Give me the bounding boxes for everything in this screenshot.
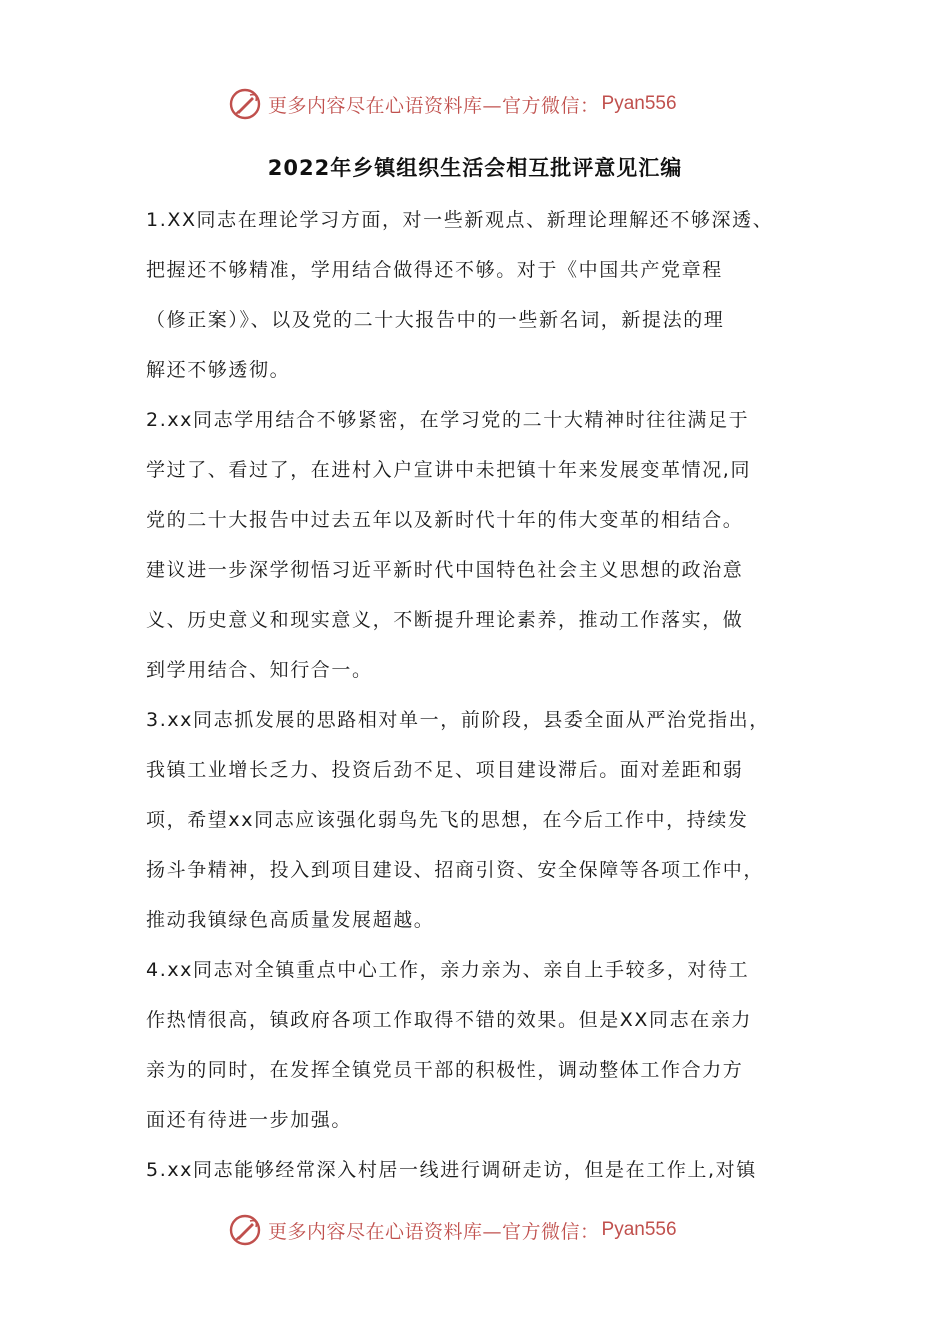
quill-logo-icon xyxy=(228,87,262,121)
text-line: 面还有待进一步加强。 xyxy=(146,1109,353,1131)
text-line: 2.xx同志学用结合不够紧密，在学习党的二十大精神时往往满足于 xyxy=(146,409,750,431)
text-line: （修正案）》、以及党的二十大报告中的一些新名词，新提法的理 xyxy=(146,309,725,331)
text-line: 推动我镇绿色高质量发展超越。 xyxy=(146,909,435,931)
text-line: 3.xx同志抓发展的思路相对单一，前阶段，县委全面从严治党指出， xyxy=(146,709,770,731)
text-line: 1.XX同志在理论学习方面，对一些新观点、新理论理解还不够深透、 xyxy=(146,209,774,231)
banner-wechat-id: Pyan556 xyxy=(601,93,677,114)
banner-wechat-id: Pyan556 xyxy=(601,1219,677,1240)
header-watermark-banner xyxy=(228,84,748,124)
document-title: 2022年乡镇组织生活会相互批评意见汇编 xyxy=(267,156,683,180)
text-line: 义、历史意义和现实意义，不断提升理论素养，推动工作落实，做 xyxy=(146,609,744,631)
text-line: 党的二十大报告中过去五年以及新时代十年的伟大变革的相结合。 xyxy=(146,509,744,531)
text-line: 5.xx同志能够经常深入村居一线进行调研走访，但是在工作上,对镇 xyxy=(146,1159,757,1181)
text-line: 到学用结合、知行合一。 xyxy=(146,659,373,681)
text-line: 学过了、看过了，在进村入户宣讲中未把镇十年来发展变革情况,同 xyxy=(146,459,752,481)
text-line: 解还不够透彻。 xyxy=(146,359,291,381)
quill-logo-icon xyxy=(228,1213,262,1247)
text-line: 建议进一步深学彻悟习近平新时代中国特色社会主义思想的政治意 xyxy=(146,559,744,581)
text-line: 作热情很高，镇政府各项工作取得不错的效果。但是XX同志在亲力 xyxy=(146,1009,753,1031)
text-line: 我镇工业增长乏力、投资后劲不足、项目建设滞后。面对差距和弱 xyxy=(146,759,744,781)
text-line: 扬斗争精神，投入到项目建设、招商引资、安全保障等各项工作中， xyxy=(146,859,765,881)
text-line: 4.xx同志对全镇重点中心工作，亲力亲为、亲自上手较多，对待工 xyxy=(146,959,750,981)
banner-text: 更多内容尽在心语资料库—官方微信： xyxy=(268,94,600,117)
text-line: 项，希望xx同志应该强化弱鸟先飞的思想，在今后工作中，持续发 xyxy=(146,809,749,831)
text-line: 亲为的同时，在发挥全镇党员干部的积极性，调动整体工作合力方 xyxy=(146,1059,744,1081)
document-body xyxy=(146,195,826,1195)
banner-text: 更多内容尽在心语资料库—官方微信： xyxy=(268,1220,600,1243)
footer-watermark-banner xyxy=(228,1210,748,1250)
text-line: 把握还不够精准，学用结合做得还不够。对于《中国共产党章程 xyxy=(146,259,723,281)
